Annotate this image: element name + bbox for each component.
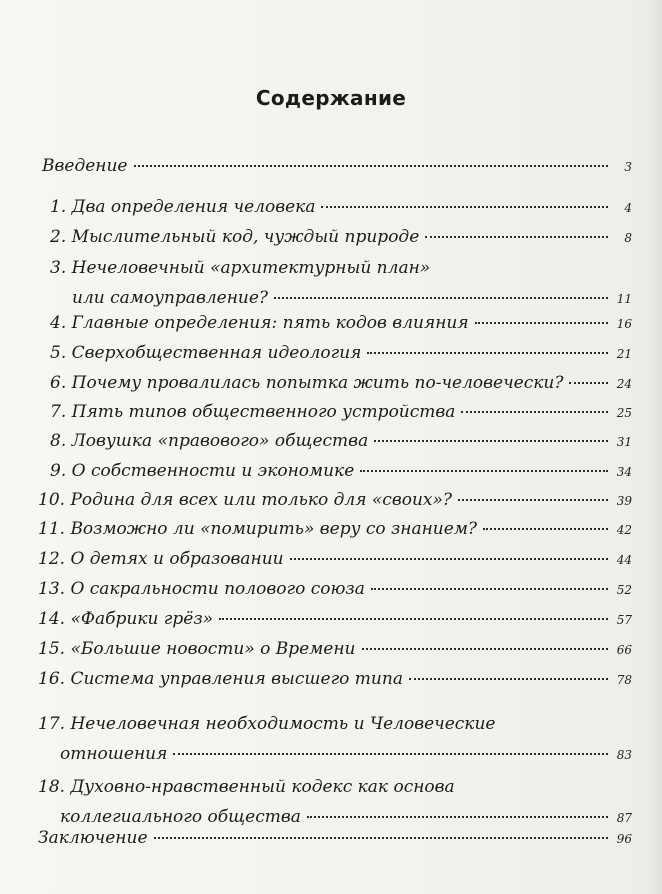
toc-entry-title: 6. Почему провалилась попытка жить по-человечески?: [50, 373, 564, 393]
dot-leader: [274, 297, 608, 299]
toc-page-number: 78: [616, 673, 632, 687]
toc-entry[interactable]: [38, 489, 632, 512]
dot-leader: [134, 165, 609, 167]
toc-entry[interactable]: [42, 155, 632, 178]
toc-entry-title-line: 3. Нечеловечный «архитектурный план»: [50, 258, 431, 278]
toc-entry-title: 5. Сверхобщественная идеология: [50, 343, 362, 363]
toc-page-number: 31: [616, 435, 632, 449]
dot-leader: [461, 411, 608, 413]
dot-leader: [219, 618, 608, 620]
toc-page-number: 44: [616, 553, 632, 567]
toc-entry[interactable]: [38, 548, 632, 571]
toc-entry[interactable]: [50, 401, 632, 424]
toc-page-number: 16: [616, 317, 632, 331]
toc-entry[interactable]: [50, 372, 632, 395]
dot-leader: [173, 753, 608, 755]
toc-entry-title: 10. Родина для всех или только для «своих»?: [38, 490, 453, 510]
toc-entry[interactable]: [38, 668, 632, 691]
dot-leader: [458, 499, 608, 501]
toc-page-number: 25: [616, 406, 632, 420]
dot-leader: [374, 440, 608, 442]
toc-page-number: 42: [616, 523, 632, 537]
toc-page-number: 4: [624, 201, 632, 215]
toc-entry[interactable]: [38, 578, 632, 601]
toc-entry[interactable]: [50, 430, 632, 453]
toc-entry-title: 8. Ловушка «правового» общества: [50, 431, 369, 451]
toc-entry[interactable]: [38, 518, 632, 541]
dot-leader: [321, 206, 608, 208]
toc-entry[interactable]: [50, 226, 632, 249]
toc-entry-title: Введение: [42, 156, 128, 176]
toc-entry-title: 7. Пять типов общественного устройства: [50, 402, 456, 422]
toc-page-number: 34: [616, 465, 632, 479]
toc-page-number: 39: [616, 494, 632, 508]
dot-leader: [367, 352, 608, 354]
toc-page-number: 66: [616, 643, 632, 657]
dot-leader: [425, 236, 608, 238]
toc-entry-title-line: 18. Духовно-нравственный кодекс как основа: [38, 777, 455, 797]
dot-leader: [307, 816, 608, 818]
toc-entry-title: 2. Мыслительный код, чуждый природе: [50, 227, 420, 247]
toc-entry-title: 15. «Большие новости» о Времени: [38, 639, 356, 659]
toc-page-number: 96: [616, 832, 632, 846]
toc-entry[interactable]: [50, 196, 632, 219]
dot-leader: [409, 678, 608, 680]
toc-entry-title: 11. Возможно ли «помирить» веру со знанием?: [38, 519, 478, 539]
toc-entry-title: 14. «Фабрики грёз»: [38, 609, 214, 629]
toc-entry-title: Заключение: [38, 828, 148, 848]
toc-page-number: 3: [624, 160, 632, 174]
dot-leader: [362, 648, 609, 650]
toc-entry-title: 12. О детях и образовании: [38, 549, 284, 569]
dot-leader: [483, 528, 608, 530]
toc-entry-title-line: 17. Нечеловечная необходимость и Человеческие: [38, 714, 496, 734]
toc-page-number: 52: [616, 583, 632, 597]
page-title: Содержание: [255, 86, 407, 110]
toc-entry-title: отношения: [60, 744, 168, 764]
toc-page-number: 57: [616, 613, 632, 627]
toc-page-number: 87: [616, 811, 632, 825]
dot-leader: [371, 588, 608, 590]
toc-entry[interactable]: [50, 257, 632, 310]
toc-entry[interactable]: [50, 342, 632, 365]
toc-page-number: 8: [624, 231, 632, 245]
toc-entry[interactable]: [38, 827, 632, 850]
toc-entry-title: 16. Система управления высшего типа: [38, 669, 403, 689]
toc-entry[interactable]: [50, 460, 632, 483]
toc-entry-title: 13. О сакральности полового союза: [38, 579, 365, 599]
toc-entry-title: коллегиального общества: [60, 807, 301, 827]
toc-entry-title: 1. Два определения человека: [50, 197, 316, 217]
toc-entry-title: 4. Главные определения: пять кодов влияния: [50, 313, 469, 333]
dot-leader: [154, 837, 608, 839]
toc-page-number: 83: [616, 748, 632, 762]
toc-entry[interactable]: [50, 312, 632, 335]
toc-page-number: 11: [616, 292, 632, 306]
toc-page-number: 24: [616, 377, 632, 391]
dot-leader: [569, 382, 608, 384]
dot-leader: [290, 558, 608, 560]
toc-entry-title: или самоуправление?: [72, 288, 269, 308]
toc-entry[interactable]: [38, 776, 632, 829]
toc-entry-title: 9. О собственности и экономике: [50, 461, 355, 481]
dot-leader: [475, 322, 608, 324]
toc-entry[interactable]: [38, 638, 632, 661]
toc-entry[interactable]: [38, 713, 632, 766]
toc-entry[interactable]: [38, 608, 632, 631]
toc-page-number: 21: [616, 347, 632, 361]
dot-leader: [360, 470, 608, 472]
